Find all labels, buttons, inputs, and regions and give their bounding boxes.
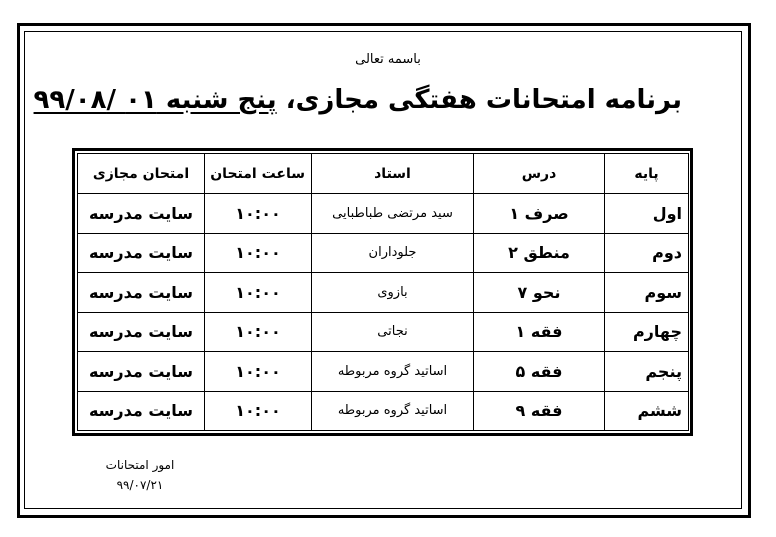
course-cell: صرف ۱	[474, 194, 605, 234]
platform-cell: سایت مدرسه	[78, 352, 205, 392]
platform-cell: سایت مدرسه	[78, 273, 205, 313]
grade-cell: چهارم	[605, 312, 689, 352]
table-row	[78, 273, 689, 313]
table-header-row	[78, 154, 689, 194]
time-cell: ۱۰:۰۰	[205, 233, 312, 273]
teacher-cell: جلوداران	[312, 233, 474, 273]
time-cell: ۱۰:۰۰	[205, 273, 312, 313]
grade-cell: دوم	[605, 233, 689, 273]
table-row	[78, 233, 689, 273]
course-cell: منطق ۲	[474, 233, 605, 273]
exam-schedule-table	[72, 148, 693, 436]
teacher-cell: نجاتی	[312, 312, 474, 352]
teacher-cell: اساتید گروه مربوطه	[312, 391, 474, 431]
platform-cell: سایت مدرسه	[78, 194, 205, 234]
platform-cell: سایت مدرسه	[78, 391, 205, 431]
title-date: پنج شنبه ۰۱ /۹۹/۰۸	[33, 85, 277, 115]
grade-cell: اول	[605, 194, 689, 234]
platform-cell: سایت مدرسه	[78, 233, 205, 273]
teacher-cell: بازوی	[312, 273, 474, 313]
teacher-cell: سید مرتضی طباطبایی	[312, 194, 474, 234]
table-row	[78, 352, 689, 392]
grade-cell: پنجم	[605, 352, 689, 392]
course-cell: نحو ۷	[474, 273, 605, 313]
grade-cell: ششم	[605, 391, 689, 431]
page-title	[33, 80, 682, 120]
column-header-teacher: استاد	[312, 154, 474, 194]
grade-cell: سوم	[605, 273, 689, 313]
time-cell: ۱۰:۰۰	[205, 312, 312, 352]
teacher-cell: اساتید گروه مربوطه	[312, 352, 474, 392]
column-header-course: درس	[474, 154, 605, 194]
column-header-time: ساعت امتحان	[205, 154, 312, 194]
title-main: برنامه امتحانات هفتگی مجازی،	[285, 85, 682, 115]
column-header-grade: پایه	[605, 154, 689, 194]
invocation-text: باسمه تعالی	[355, 52, 421, 67]
time-cell: ۱۰:۰۰	[205, 391, 312, 431]
platform-cell: سایت مدرسه	[78, 312, 205, 352]
column-header-platform: امتحان مجازی	[78, 154, 205, 194]
table-row	[78, 312, 689, 352]
table-row	[78, 194, 689, 234]
signature-block	[95, 455, 185, 495]
time-cell: ۱۰:۰۰	[205, 352, 312, 392]
table-row	[78, 391, 689, 431]
footer-date: ۹۹/۰۷/۲۱	[116, 478, 164, 492]
course-cell: فقه ۱	[474, 312, 605, 352]
course-cell: فقه ۵	[474, 352, 605, 392]
time-cell: ۱۰:۰۰	[205, 194, 312, 234]
exam-office-label: امور امتحانات	[105, 458, 175, 472]
course-cell: فقه ۹	[474, 391, 605, 431]
